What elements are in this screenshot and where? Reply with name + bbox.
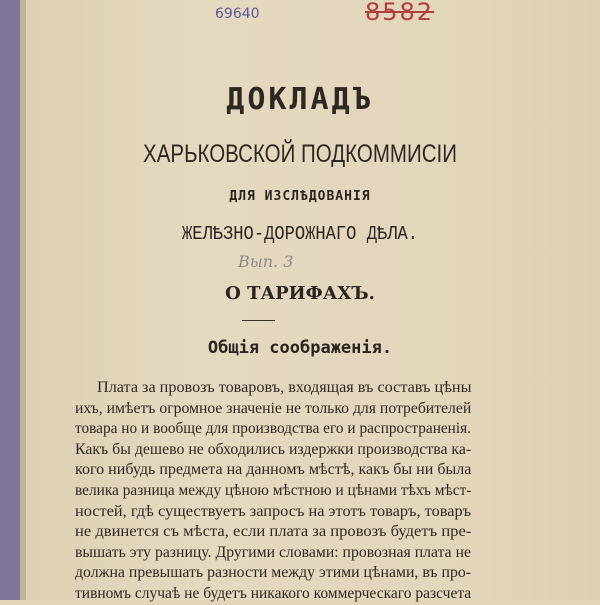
title-purpose: ДЛЯ ИЗСЛѢДОВАНІЯ xyxy=(229,189,371,204)
body-line: Какъ бы дешево не обходились издержки производства ка- xyxy=(75,440,472,458)
struck-number: 8582 xyxy=(365,0,435,26)
body-line: товара но и вообще для производства его и распространенія. xyxy=(75,420,471,438)
inventory-number: 69640 xyxy=(215,6,260,22)
divider xyxy=(242,320,275,321)
body-line: кого нибудь предмета на данномъ мѣстѣ, какъ бы ни была xyxy=(75,461,472,479)
body-line: не двинется съ мѣста, если плата за провозъ будетъ пре- xyxy=(75,523,472,541)
body-line: Плата за провозъ товаровъ, входящая въ составъ цѣны xyxy=(97,379,472,396)
body-text xyxy=(75,378,471,605)
handwritten-note: Вып. 3 xyxy=(238,252,294,271)
body-line: ностей, гдѣ существуетъ запросъ на этотъ товаръ, товаръ xyxy=(75,502,472,520)
title-subcommission: ХАРЬКОВСКОЙ ПОДКОММИСІИ xyxy=(143,140,457,168)
title-railway: ЖЕЛѢЗНО-ДОРОЖНАГО ДѢЛА. xyxy=(181,223,419,245)
body-line: должна превышать разности между этими цѣнами, въ про- xyxy=(75,564,471,582)
section-heading: Общія соображенія. xyxy=(207,338,393,358)
body-line: тивномъ случаѣ не будетъ никакого коммерческаго разсчета xyxy=(75,584,472,602)
title-doklad: ДОКЛАДЪ xyxy=(226,82,374,117)
subject-heading: О ТАРИФАХЪ. xyxy=(225,283,375,304)
body-line: вышать эту разницу. Другими словами: провозная плата не xyxy=(75,543,472,561)
body-line: ихъ, имѣетъ огромное значеніе не только для потребителей xyxy=(75,399,472,417)
body-line: велика разница между цѣною мѣстною и цѣнами тѣхъ мѣст- xyxy=(75,481,472,499)
